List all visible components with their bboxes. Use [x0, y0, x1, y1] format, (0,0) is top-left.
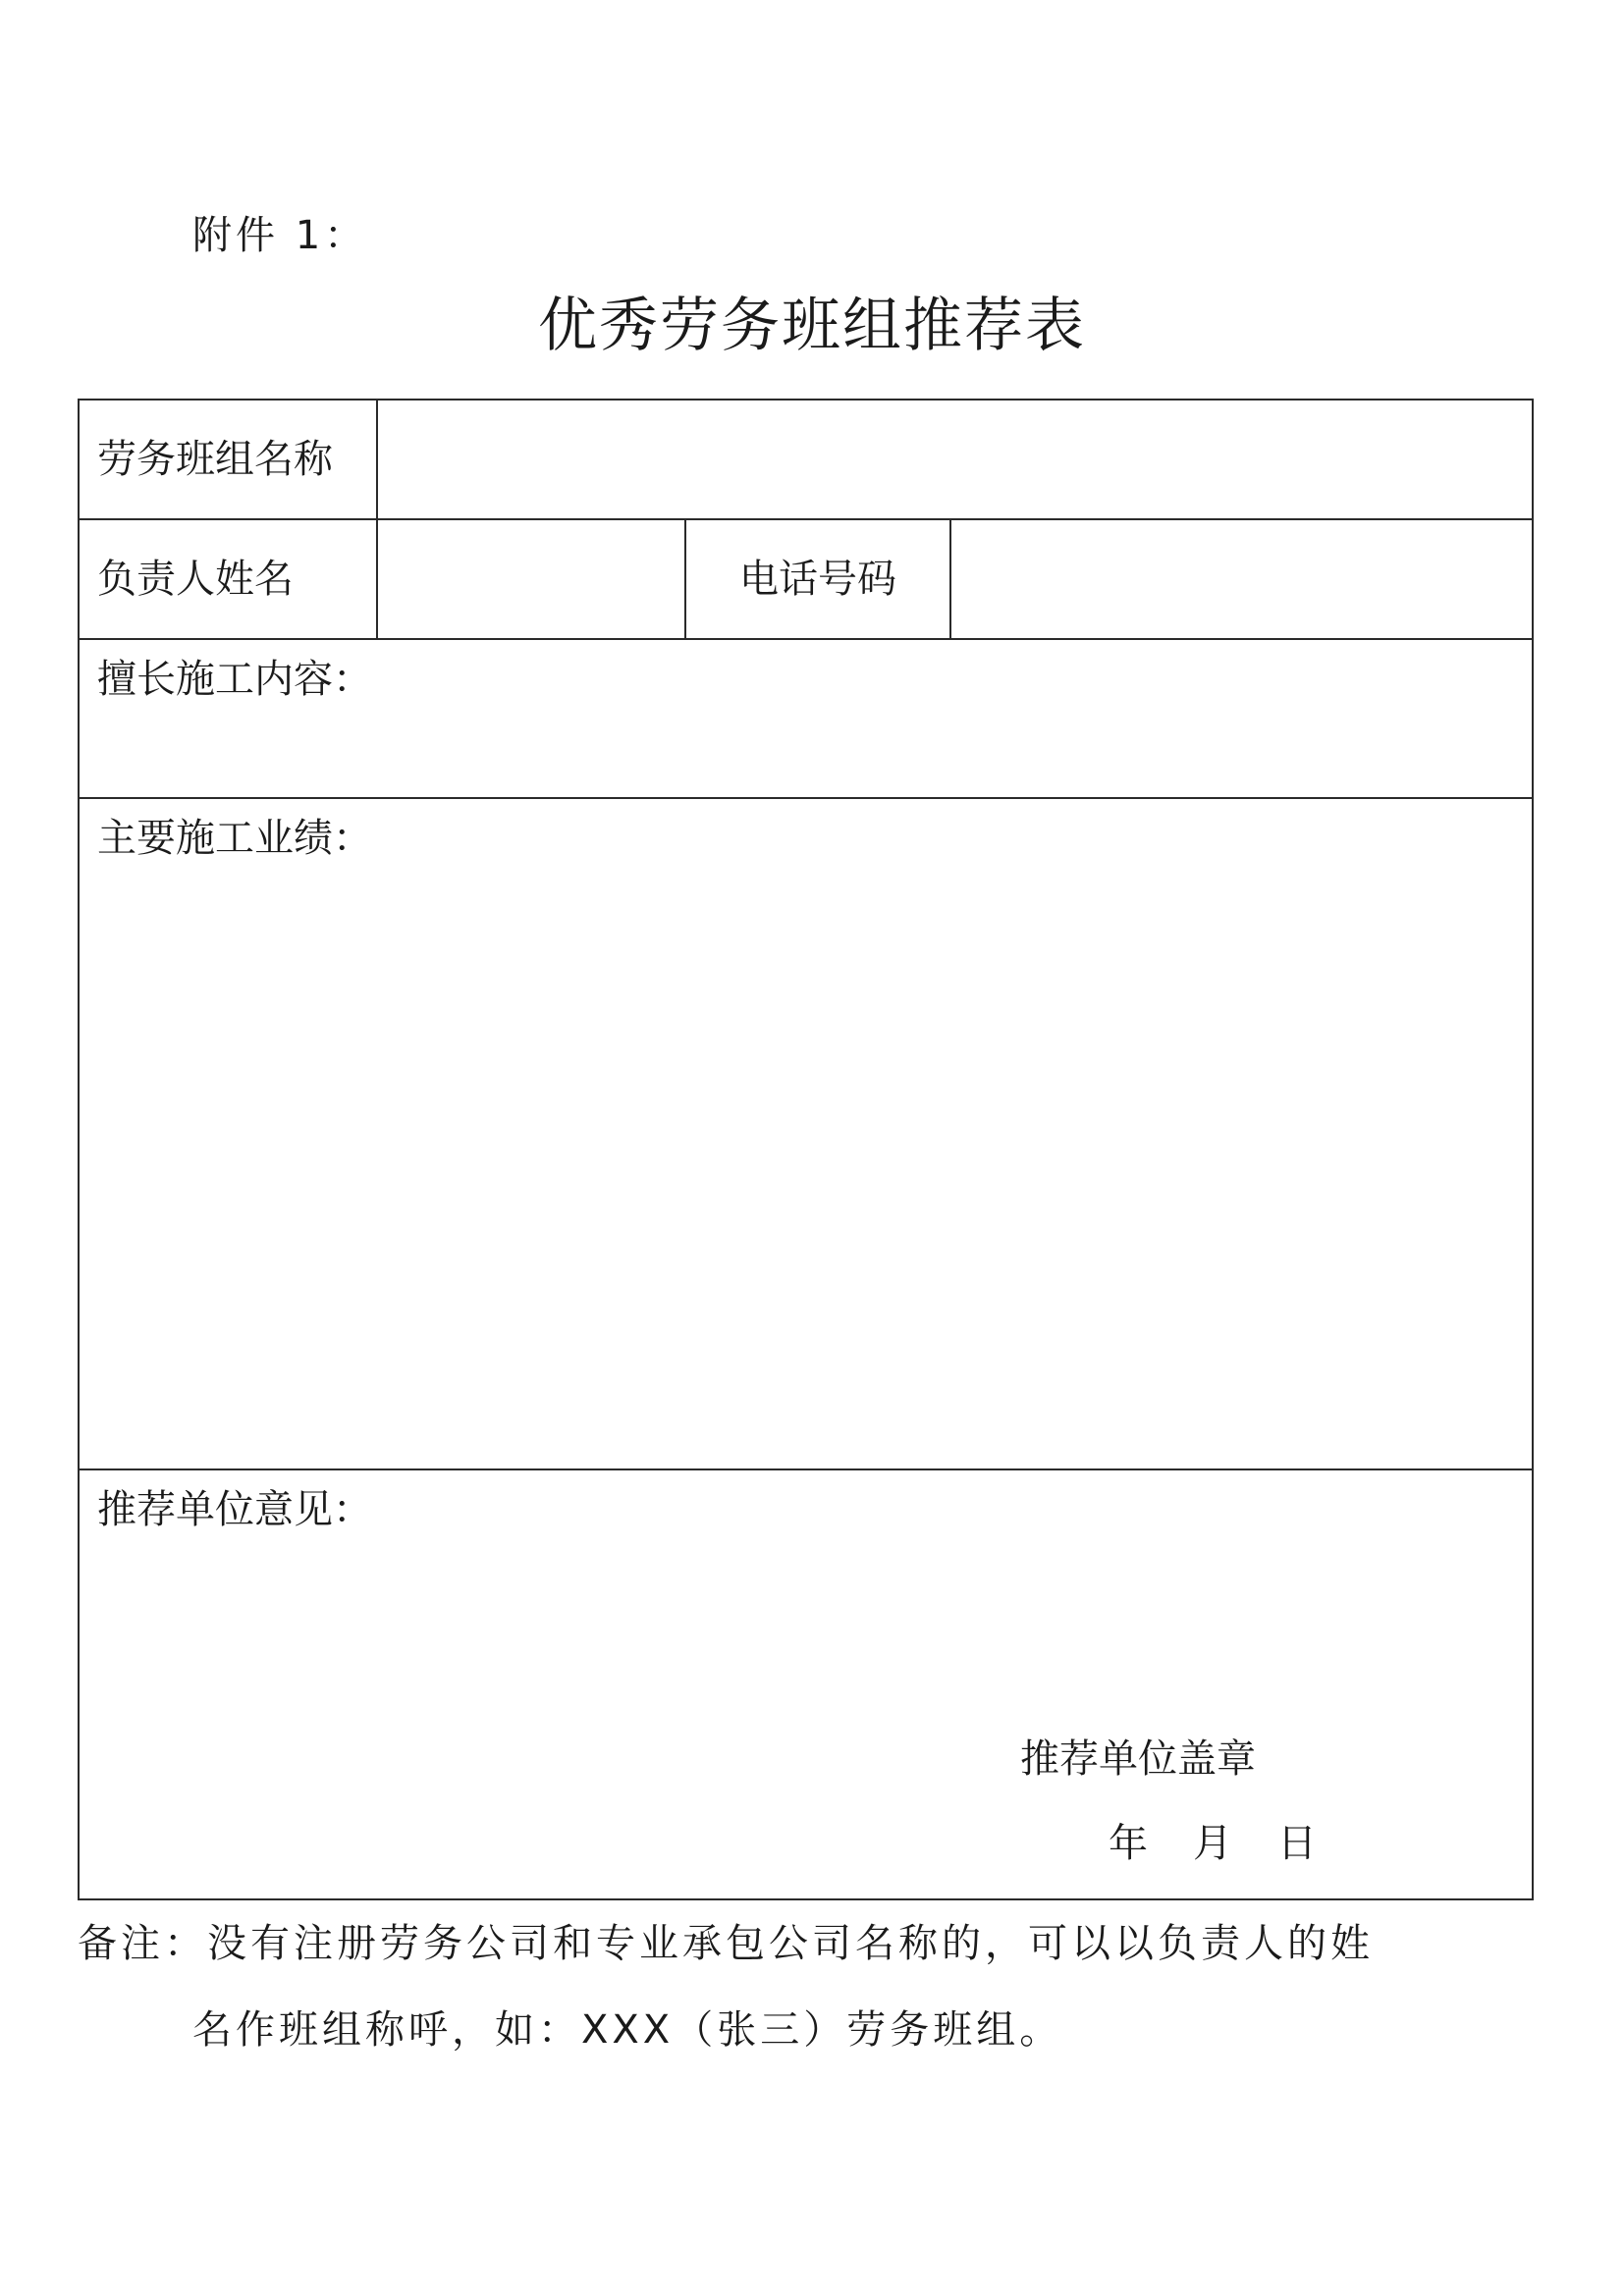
specialty-field[interactable]: [79, 639, 1533, 798]
date-line: [1109, 1816, 1317, 1871]
team-name-row: [79, 400, 1533, 519]
performance-field[interactable]: [79, 798, 1533, 1469]
date-month-label: 月: [1193, 1821, 1232, 1866]
opinion-label: 推荐单位意见：: [97, 1487, 372, 1532]
specialty-row: [79, 639, 1533, 798]
performance-label: 主要施工业绩：: [97, 816, 372, 861]
phone-label: 电话号码: [685, 519, 950, 639]
date-day-label: 日: [1277, 1821, 1317, 1866]
team-name-label: 劳务班组名称: [79, 400, 377, 519]
date-year-label: 年: [1109, 1821, 1148, 1866]
performance-row: [79, 798, 1533, 1469]
leader-name-field[interactable]: [377, 519, 685, 639]
opinion-row: [79, 1469, 1533, 1899]
team-name-field[interactable]: [377, 400, 1533, 519]
opinion-field[interactable]: [79, 1469, 1533, 1899]
phone-field[interactable]: [950, 519, 1533, 639]
recommendation-form-table: [78, 399, 1534, 1900]
remark-line-2: 名作班组称呼，如：XXX（张三）劳务班组。: [192, 2007, 1063, 2053]
attachment-label: 附件 1：: [192, 213, 368, 258]
remark-line-1: 备注：没有注册劳务公司和专业承包公司名称的，可以以负责人的姓: [78, 1921, 1374, 1966]
leader-phone-row: [79, 519, 1533, 639]
seal-label: 推荐单位盖章: [1020, 1736, 1256, 1782]
specialty-label: 擅长施工内容：: [97, 657, 372, 702]
leader-name-label: 负责人姓名: [79, 519, 377, 639]
form-title: 优秀劳务班组推荐表: [538, 292, 1086, 360]
